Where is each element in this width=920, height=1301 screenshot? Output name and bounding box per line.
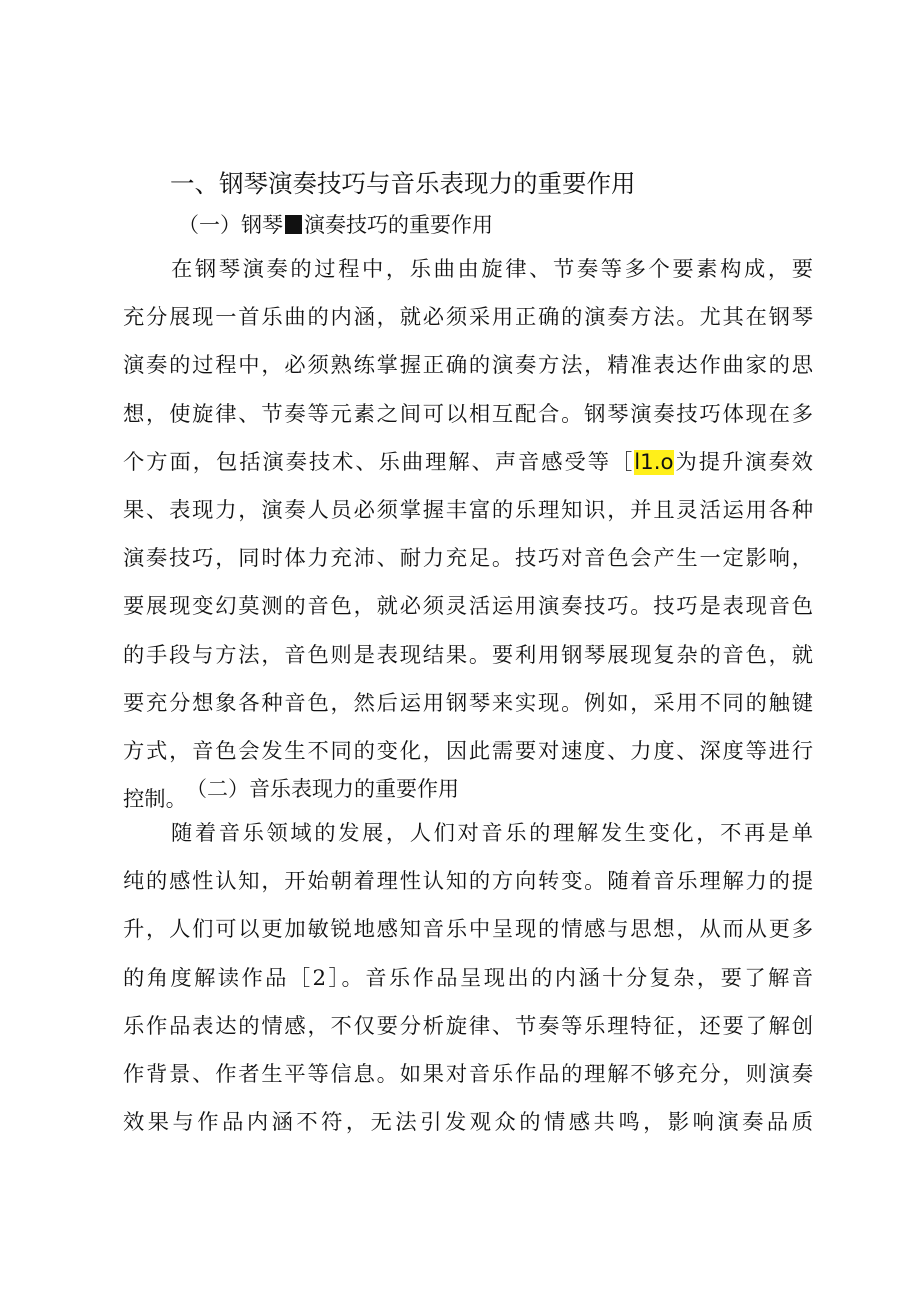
paragraph-line: 升，人们可以更加敏锐地感知音乐中呈现的情感与思想，从而从更多	[123, 917, 813, 943]
paragraph-line: 方式，音色会发生不同的变化，因此需要对速度、力度、深度等进行	[123, 738, 813, 764]
heading-level-1: 一、钢琴演奏技巧与音乐表现力的重要作用	[170, 169, 636, 198]
paragraph-line	[123, 439, 813, 487]
paragraph-line: 在钢琴演奏的过程中，乐曲由旋律、节奏等多个要素构成，要	[171, 257, 813, 282]
paragraph-section-1	[123, 246, 813, 824]
paragraph-line: 果、表现力，演奏人员必须掌握丰富的乐理知识，并且灵活运用各种	[123, 497, 813, 523]
paragraph-line: 想，使旋律、节奏等元素之间可以相互配合。钢琴演奏技巧体现在多	[123, 401, 813, 427]
heading-section-1-title: 演奏技巧的重要作用	[304, 213, 493, 237]
line-text-post: 为提升演奏效	[673, 449, 813, 475]
paragraph-line: 要展现变幻莫测的音色，就必须灵活运用演奏技巧。技巧是表现音色	[123, 594, 813, 620]
paragraph-line: 作背景、作者生平等信息。如果对音乐作品的理解不够充分，则演奏	[123, 1061, 813, 1087]
heading-section-2: （二）音乐表现力的重要作用	[186, 777, 459, 801]
paragraph-line: 的角度解读作品［2］。音乐作品呈现出的内涵十分复杂，要了解音	[123, 965, 813, 991]
paragraph-section-2	[123, 810, 813, 1147]
heading-section-1-prefix: （一）钢琴	[178, 213, 283, 237]
paragraph-line: 充分展现一首乐曲的内涵，就必须采用正确的演奏方法。尤其在钢琴	[123, 305, 813, 331]
paragraph-line: 的手段与方法，音色则是表现结果。要利用钢琴展现复杂的音色，就	[123, 642, 813, 668]
paragraph-line: 乐作品表达的情感，不仅要分析旋律、节奏等乐理特征，还要了解创	[123, 1013, 813, 1039]
redaction-block	[285, 215, 302, 234]
paragraph-line: 纯的感性认知，开始朝着理性认知的方向转变。随着音乐理解力的提	[123, 869, 813, 895]
paragraph-line: 效果与作品内涵不符，无法引发观众的情感共鸣，影响演奏品质	[123, 1110, 813, 1136]
highlighted-citation: l1.o	[634, 449, 674, 475]
paragraph-line: 要充分想象各种音色，然后运用钢琴来实现。例如，采用不同的触键	[123, 690, 813, 716]
heading-section-1	[178, 208, 493, 242]
paragraph-line: 控制。	[123, 787, 187, 813]
paragraph-line: 演奏的过程中，必须熟练掌握正确的演奏方法，精准表达作曲家的思	[123, 353, 813, 379]
paragraph-line: 演奏技巧，同时体力充沛、耐力充足。技巧对音色会产生一定影响，	[123, 546, 813, 572]
paragraph-line: 随着音乐领域的发展，人们对音乐的理解发生变化，不再是单	[171, 821, 813, 846]
line-text-pre: 个方面，包括演奏技术、乐曲理解、声音感受等［	[123, 449, 635, 475]
